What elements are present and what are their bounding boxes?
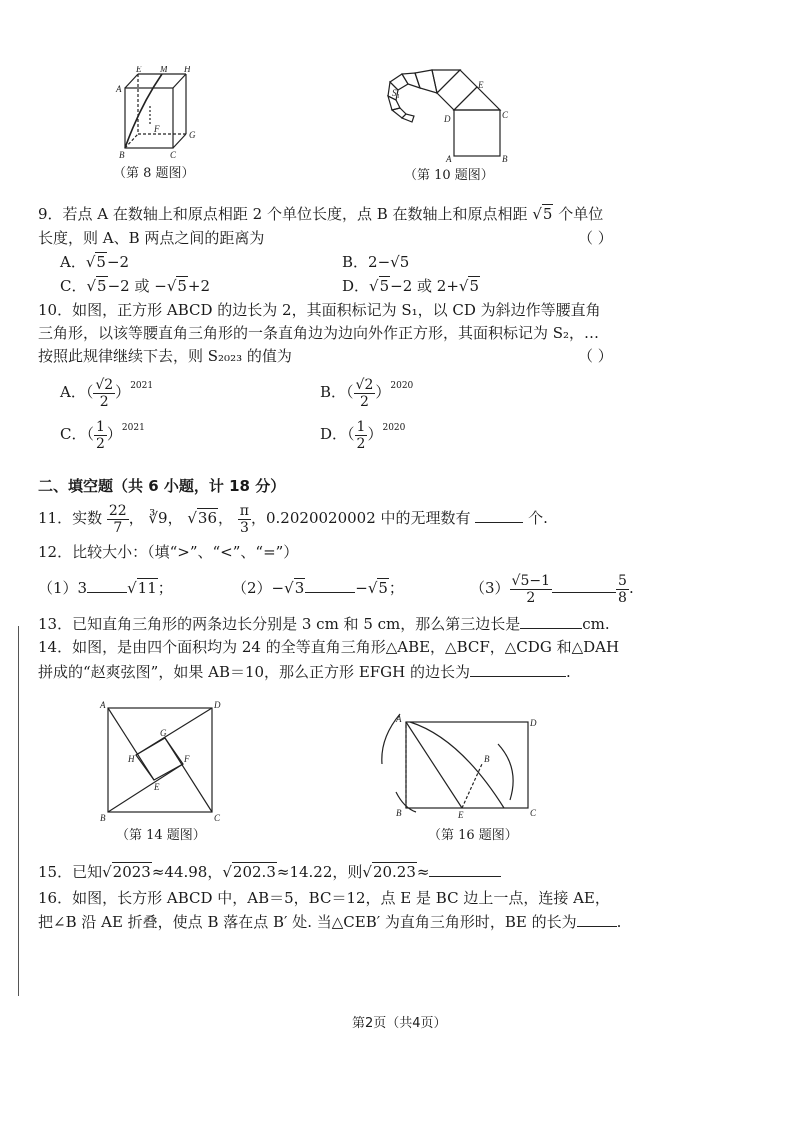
fig16-label-c: C — [530, 808, 537, 818]
fig14-label-b: B — [100, 813, 106, 823]
q10-paren: （ ） — [578, 347, 613, 365]
q10-option-a: A．（ $\frac{√2}{2}$ ）$^{2021}$ — [60, 376, 154, 410]
fig14-label-h: H — [128, 754, 135, 764]
q9-option-c: C．√5−2 或 −√5+2 — [60, 277, 211, 295]
q9-paren: （ ） — [578, 229, 613, 247]
fig10-label-c: C — [502, 110, 509, 120]
q10-option-c: C．（ $\frac{1}{2}$ ）$^{2021}$ — [60, 418, 145, 452]
fig8-label-b: B — [119, 150, 125, 160]
figure-16-rectangle-fold — [370, 708, 550, 824]
q9-option-d: D．√5−2 或 2+√5 — [342, 277, 480, 295]
q15: 15．已知√2023≈44.98，√202.3≈14.22，则√20.23≈ — [38, 862, 501, 882]
fig8-label-c: C — [170, 150, 177, 160]
q9-line2: 长度，则 A、B 两点之间的距离为 — [38, 229, 265, 247]
fig8-label-g: G — [189, 130, 196, 140]
figure-8-cube — [110, 66, 210, 161]
q12-part1: （1）3 √11； — [38, 579, 173, 597]
figure-10-squares — [380, 66, 520, 164]
fig16-label-a: A — [396, 714, 402, 724]
fig8-label-m: M — [160, 66, 168, 74]
q10-line1: 10．如图，正方形 ABCD 的边长为 2，其面积标记为 S₁，以 CD 为斜边作等腰直角 — [38, 301, 601, 319]
page-footer: 第2页（共4页） — [352, 1016, 447, 1031]
fig14-label-g: G — [160, 728, 167, 738]
figure-14-zhao-shuang — [98, 700, 223, 824]
margin-line — [18, 626, 19, 996]
fig16-label-b: B — [396, 808, 402, 818]
fig16-label-d: D — [530, 718, 537, 728]
fig10-label-s1: S₁ — [392, 88, 400, 98]
fig8-label-f: F — [154, 124, 160, 134]
q14-line2: 拼成的“赵爽弦图”，如果 AB＝10，那么正方形 EFGH 的边长为 . — [38, 663, 571, 681]
figure-10-caption: （第 10 题图） — [404, 168, 494, 183]
q13: 13．已知直角三角形的两条边长分别是 3 cm 和 5 cm，那么第三边长是 cm. — [38, 615, 610, 633]
figure-16-caption: （第 16 题图） — [428, 828, 518, 843]
figure-14-caption: （第 14 题图） — [116, 828, 206, 843]
fig16-label-e: E — [458, 810, 464, 820]
q9-option-b: B．2−√5 — [342, 253, 410, 271]
fig16-label-bprime: B — [484, 754, 490, 764]
q16-line2: 把∠B 沿 AE 折叠，使点 B 落在点 B′ 处. 当△CEB′ 为直角三角形时，BE 的长为 . — [38, 913, 622, 931]
q9-option-a: A．√5−2 — [60, 253, 130, 271]
fig14-label-c: C — [214, 813, 221, 823]
q10-option-b: B．（ $\frac{√2}{2}$ ）$^{2020}$ — [320, 376, 414, 410]
section-2-title: 二、填空题（共 6 小题，计 18 分） — [38, 477, 286, 495]
q10-option-d: D．（ $\frac{1}{2}$ ）$^{2020}$ — [320, 418, 406, 452]
q14-line1: 14．如图，是由四个面积均为 24 的全等直角三角形△ABE，△BCF，△CDG 和△DAH — [38, 638, 620, 656]
q16-line1: 16．如图，长方形 ABCD 中，AB＝5，BC＝12，点 E 是 BC 边上一点，连接 AE， — [38, 889, 610, 907]
q10-line2: 三角形，以该等腰直角三角形的一条直角边为边向外作正方形，其面积标记为 S₂，… — [38, 324, 600, 342]
fig8-label-e: E — [136, 66, 142, 74]
fig8-label-a: A — [116, 84, 122, 94]
fig10-label-a: A — [446, 154, 452, 164]
fig8-label-h: H — [184, 66, 191, 74]
fig10-label-b: B — [502, 154, 508, 164]
q12-part2: （2）−√3 −√5； — [232, 579, 404, 597]
fig14-label-f: F — [184, 754, 190, 764]
q12-part3: （3） $\frac{√5-1}{2}$ $\frac{5}{8}$ . — [470, 572, 634, 606]
fig14-label-a: A — [100, 700, 106, 710]
q12-line: 12．比较大小：（填“>”、“<”、“=”） — [38, 543, 299, 561]
figure-8-caption: （第 8 题图） — [113, 166, 195, 181]
fig10-label-d: D — [444, 114, 451, 124]
q11: 11．实数 $\frac{22}{7}$ ， ∛9， √36， $\frac{\pi}{3}$ ，0.2020020002 中的无理数有 个. — [38, 502, 548, 536]
fig10-label-e: E — [478, 80, 484, 90]
q9-line1: 9．若点 A 在数轴上和原点相距 2 个单位长度，点 B 在数轴上和原点相距 √5 个单位 — [38, 205, 604, 223]
fig14-label-e: E — [154, 782, 160, 792]
q10-line3: 按照此规律继续下去，则 S₂₀₂₃ 的值为 — [38, 347, 292, 365]
fig14-label-d: D — [214, 700, 221, 710]
